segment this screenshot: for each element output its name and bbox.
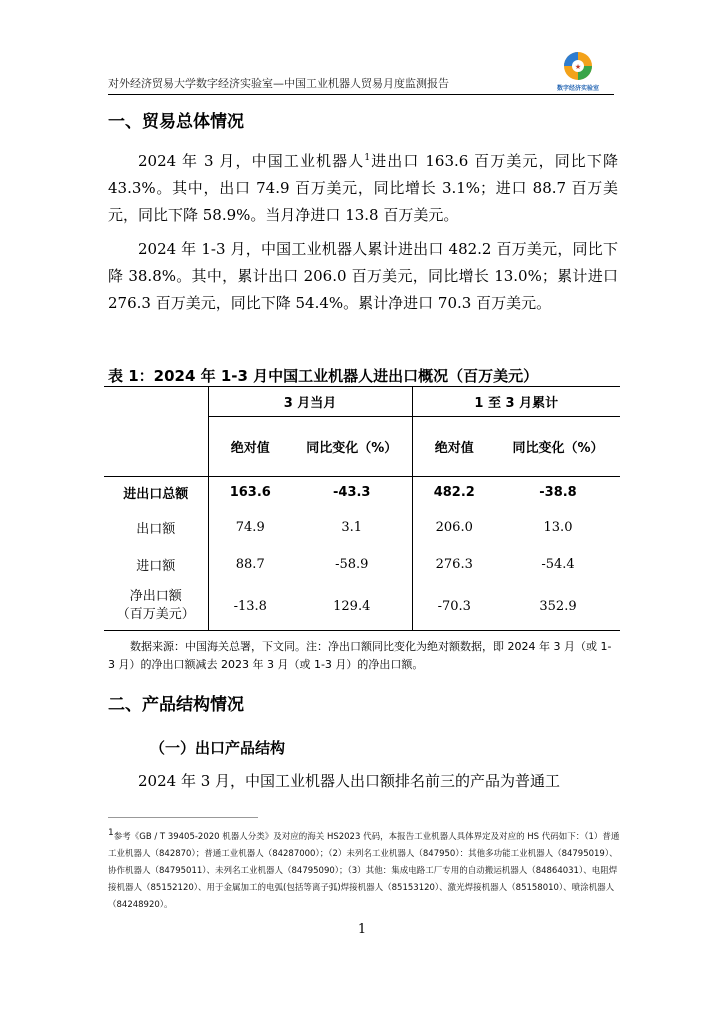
table-row [104, 509, 620, 546]
table-cell: 206.0 [435, 519, 473, 535]
row-label: 进出口总额 [104, 477, 208, 509]
table-cell: 3.1 [292, 509, 412, 546]
table-cell: -38.8 [539, 485, 577, 501]
paragraph: 2024 年 3 月，中国工业机器人$^1$进出口 163.6 百万美元，同比下降 43.3%。其中，出口 74.9 百万美元，同比增长 3.1%；进口 88.7 百万美元，同比下降 58.9%。当月净进口 13.8 百万美元。 [108, 152, 618, 224]
table-column-header: 绝对值 [434, 441, 474, 456]
footnote-divider [108, 817, 258, 818]
table-group-header: 3 月当月 [208, 387, 412, 417]
svg-text:★: ★ [574, 63, 582, 71]
logo-label: 数字经济实验室 [556, 85, 599, 92]
row-label: 出口额 [104, 509, 208, 546]
table-row [104, 546, 620, 583]
lab-logo-icon [548, 50, 608, 84]
table-cell: 482.2 [433, 485, 475, 501]
page-number: 1 [357, 922, 367, 937]
subsection-title: （一）出口产品结构 [150, 739, 286, 757]
table-cell: 352.9 [539, 598, 577, 614]
table-cell: -43.3 [292, 477, 412, 509]
table-cell: -58.9 [292, 546, 412, 583]
table-caption: 表 1：2024 年 1-3 月中国工业机器人进出口概况（百万美元） [108, 367, 539, 385]
table-cell: -13.8 [233, 598, 267, 614]
table-cell: 163.6 [229, 485, 271, 501]
row-label: 净出口额 （百万美元） [104, 583, 208, 631]
table-row [104, 583, 620, 631]
page-header [108, 50, 614, 95]
footnote: $^1$参考《GB / T 39405-2020 机器人分类》及对应的海关 HS2023 代码，本报告工业机器人具体界定及对应的 HS 代码如下：（1）普通工业机器人（842870）；普通工业机器人（84287000）；（2）未列名工业机器人（847950）：其他多功能工业机器人（84795019）、协作机器人（84795011）、未列名工业机器人（84795090）；（3）其他：集成电路工厂专用的自动搬运机器人（84864031）、电阻焊接机器人（85152120）、用于金属加工的电弧(包括等离子弧)焊接机器人（85153120）、激光焊接机器人（85158010）、喷涂机器人（84248920）。 [108, 828, 620, 910]
section-title: 二、产品结构情况 [108, 695, 244, 715]
header-title: 对外经济贸易大学数字经济实验室—中国工业机器人贸易月度监测报告 [108, 77, 449, 90]
footnote-ref[interactable]: 1 [364, 153, 371, 163]
section-title: 一、贸易总体情况 [108, 112, 244, 132]
table-column-header: 同比变化（%） [512, 441, 604, 456]
table-column-header: 绝对值 [230, 441, 270, 456]
lab-logo [548, 50, 608, 92]
table-column-header: 同比变化（%） [292, 417, 412, 477]
paragraph: 2024 年 1-3 月，中国工业机器人累计进出口 482.2 百万美元，同比下降 38.8%。其中，累计出口 206.0 百万美元，同比增长 13.0%；累计进口 276.3 百万美元，同比下降 54.4%。累计净进口 70.3 百万美元。 [108, 240, 618, 312]
table-cell: -54.4 [541, 556, 575, 572]
row-label: 进口额 [104, 546, 208, 583]
table-cell: 74.9 [235, 519, 265, 535]
table-cell: 129.4 [292, 583, 412, 631]
table-cell: 276.3 [435, 556, 473, 572]
paragraph: 2024 年 3 月，中国工业机器人出口额排名前三的产品为普通工 [138, 772, 561, 790]
table-cell: 88.7 [235, 556, 265, 572]
table-note: 数据来源：中国海关总署，下文同。注：净出口额同比变化为绝对额数据，即 2024 年 3 月（或 1-3 月）的净出口额减去 2023 年 3 月（或 1-3 月）的净出口额。 [108, 640, 612, 671]
table-group-header: 1 至 3 月累计 [412, 387, 620, 417]
table-cell: 13.0 [543, 519, 573, 535]
table-cell: -70.3 [437, 598, 471, 614]
summary-table [104, 386, 620, 631]
table-row [104, 477, 620, 509]
